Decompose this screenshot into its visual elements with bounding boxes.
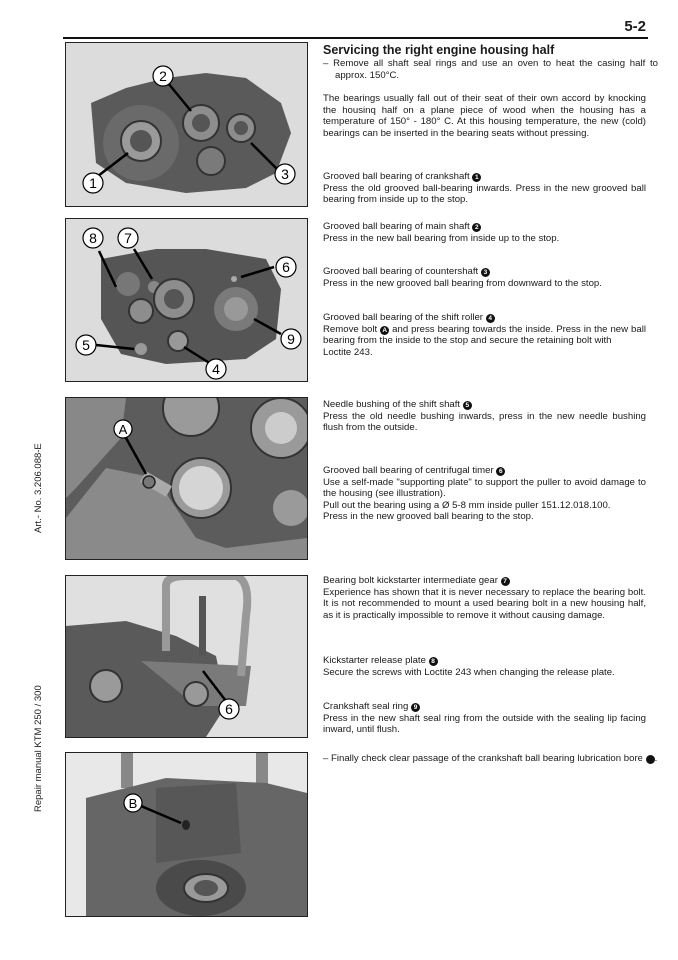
badge-9: 9 — [411, 703, 420, 712]
section-heading: Grooved ball bearing of countershaft 3 — [323, 266, 646, 278]
intro-step: – Remove all shaft seal rings and use an oven to heat the casing half to approx. 150°C. — [323, 58, 658, 81]
header-rule — [63, 37, 648, 39]
photo-puller-supporting-plate — [65, 575, 308, 738]
section-body: Press in the new shaft seal ring from the outside with the sealing lip facing inward, until flush. — [323, 712, 646, 736]
section-heading: Crankshaft seal ring 9 — [323, 701, 646, 713]
badge-6: 6 — [496, 467, 505, 476]
section-needle-bushing — [323, 399, 646, 434]
svg-text:4: 4 — [212, 361, 220, 377]
section-body: Press in the new grooved ball bearing from downward to the stop. — [323, 277, 602, 289]
section-centrifugal-timer-bearing — [323, 465, 646, 523]
page-number: 5-2 — [624, 18, 646, 35]
section-body-line3: Press in the new grooved ball bearing to the stop. — [323, 511, 534, 523]
section-body: Press the old needle bushing inwards, press in the new needle bushing flush from the outside. — [323, 410, 646, 434]
section-heading: Grooved ball bearing of the shift roller 4 — [323, 312, 646, 324]
section-shift-roller-bearing — [323, 312, 646, 358]
section-body: Press in the new ball bearing from inside up to the stop. — [323, 232, 560, 244]
section-heading: Grooved ball bearing of crankshaft 1 — [323, 171, 646, 183]
section-crankshaft-seal-ring — [323, 701, 646, 736]
section-heading: Needle bushing of the shift shaft 5 — [323, 399, 646, 411]
section-body: Press the old grooved ball-bearing inwards. Press in the new grooved ball bearing from inside up to the stop. — [323, 182, 646, 206]
svg-text:7: 7 — [124, 230, 132, 246]
section-body-line2: Loctite 243. — [323, 346, 373, 358]
svg-text:5: 5 — [82, 337, 90, 353]
section-title: Servicing the right engine housing half — [323, 43, 555, 57]
section-crankshaft-bearing — [323, 171, 646, 206]
photo-shift-roller-bolt-a — [65, 397, 308, 560]
badge-5: 5 — [463, 401, 472, 410]
photo-housing-bearings-4-9 — [65, 218, 308, 382]
section-heading: Bearing bolt kickstarter intermediate gear 7 — [323, 575, 646, 587]
badge-1: 1 — [472, 173, 481, 182]
section-body: Experience has shown that it is never necessary to replace the bearing bolt. It is not recommended to mount a used bearing bolt in a new housing half, as it is practically impossible to remove it without causing damage. — [323, 586, 646, 621]
section-countershaft-bearing — [323, 266, 646, 289]
svg-text:9: 9 — [287, 331, 295, 347]
section-heading: Grooved ball bearing of centrifugal timer 6 — [323, 465, 646, 477]
section-kickstarter-release-plate — [323, 655, 646, 678]
section-kickstarter-bearing-bolt — [323, 575, 646, 621]
svg-text:6: 6 — [282, 259, 290, 275]
article-number: Art.- No. 3.206.088-E — [33, 443, 44, 533]
badge-3: 3 — [481, 268, 490, 277]
section-body: Use a self-made "supporting plate" to support the puller to avoid damage to the housing (see illustration). — [323, 476, 646, 500]
section-body-line2: Pull out the bearing using a Ø 5-8 mm inside puller 151.12.018.100. — [323, 499, 611, 511]
section-body: Remove bolt A and press bearing towards the inside. Press in the new ball bearing from the inside to the stop and secure the retaining bolt with — [323, 323, 646, 347]
section-main-shaft-bearing — [323, 221, 646, 244]
badge-4: 4 — [486, 314, 495, 323]
badge-2: 2 — [472, 223, 481, 232]
content-column — [323, 43, 658, 943]
photo-housing-bearings-1-3 — [65, 42, 308, 207]
svg-text:8: 8 — [89, 230, 97, 246]
section-heading: Grooved ball bearing of main shaft 2 — [323, 221, 646, 233]
svg-text:6: 6 — [225, 701, 233, 717]
section-body: Secure the screws with Loctite 243 when changing the release plate. — [323, 666, 615, 678]
svg-text:3: 3 — [281, 166, 289, 182]
badge-8: 8 — [429, 657, 438, 666]
section-heading: Kickstarter release plate 8 — [323, 655, 646, 667]
badge-7: 7 — [501, 577, 510, 586]
badge-a: A — [380, 326, 389, 335]
svg-text:1: 1 — [89, 175, 97, 191]
final-step: – Finally check clear passage of the crankshaft ball bearing lubrication bore B . — [323, 753, 658, 764]
badge-b: B — [646, 755, 655, 764]
svg-text:B: B — [128, 796, 138, 811]
intro-paragraph: The bearings usually fall out of their seat of their own accord by knocking the housinq half on a plane piece of wood when the housing has a temperature of 150° - 180° C. At this housing temperature, the new (cold) bearings can be inserted in the bearing seats without pressing. — [323, 93, 646, 139]
photo-lubrication-bore-b — [65, 752, 308, 917]
svg-text:2: 2 — [159, 68, 167, 84]
manual-title: Repair manual KTM 250 / 300 — [33, 685, 44, 812]
svg-text:A: A — [118, 422, 128, 437]
